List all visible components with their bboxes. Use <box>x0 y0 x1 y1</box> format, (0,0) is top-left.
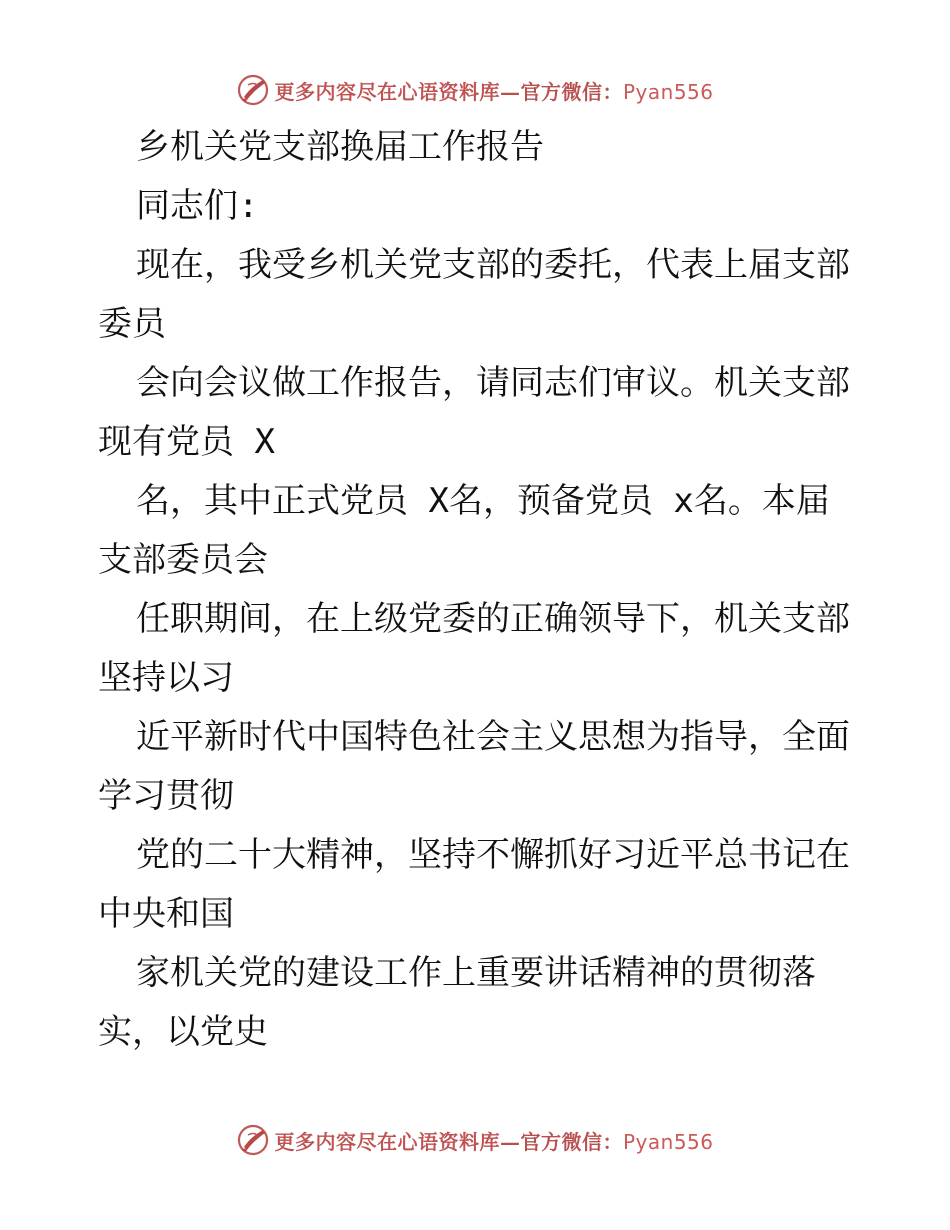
document-line: 会向会议做工作报告，请同志们审议。机关支部 <box>136 363 850 403</box>
watermark-dash: — <box>499 79 521 104</box>
document-line: 党的二十大精神，坚持不懈抓好习近平总书记在 <box>136 835 850 875</box>
document-line: 乡机关党支部换届工作报告 <box>136 127 544 167</box>
document-line: 家机关党的建设工作上重要讲话精神的贯彻落 <box>136 953 816 993</box>
watermark-text <box>274 76 713 105</box>
watermark-account: Pyan556 <box>622 1129 714 1154</box>
document-line: 委员 <box>98 304 166 344</box>
watermark-account: Pyan556 <box>622 79 714 104</box>
watermark-middle: 官方微信： <box>520 79 623 104</box>
document-line: 同志们: <box>136 186 259 226</box>
document-line: 实，以党史 <box>98 1012 268 1052</box>
header-watermark-banner <box>0 70 950 110</box>
document-line: 现有党员 X <box>98 422 275 462</box>
watermark-text <box>274 1126 713 1155</box>
watermark-prefix: 更多内容尽在心语资料库 <box>274 1129 500 1154</box>
brush-logo-icon <box>236 1123 270 1157</box>
brush-logo-icon <box>236 73 270 107</box>
document-line: 中央和国 <box>98 894 234 934</box>
watermark-dash: — <box>499 1129 521 1154</box>
document-body <box>98 118 858 1062</box>
document-line: 学习贯彻 <box>98 776 234 816</box>
document-line: 任职期间，在上级党委的正确领导下，机关支部 <box>136 599 850 639</box>
document-line: 名，其中正式党员 X名，预备党员 x名。本届 <box>136 481 830 521</box>
footer-watermark-banner <box>0 1120 950 1160</box>
watermark-prefix: 更多内容尽在心语资料库 <box>274 79 500 104</box>
watermark-middle: 官方微信： <box>520 1129 623 1154</box>
document-line: 支部委员会 <box>98 540 268 580</box>
document-line: 现在，我受乡机关党支部的委托，代表上届支部 <box>136 245 850 285</box>
document-line: 坚持以习 <box>98 658 234 698</box>
document-line: 近平新时代中国特色社会主义思想为指导，全面 <box>136 717 850 757</box>
